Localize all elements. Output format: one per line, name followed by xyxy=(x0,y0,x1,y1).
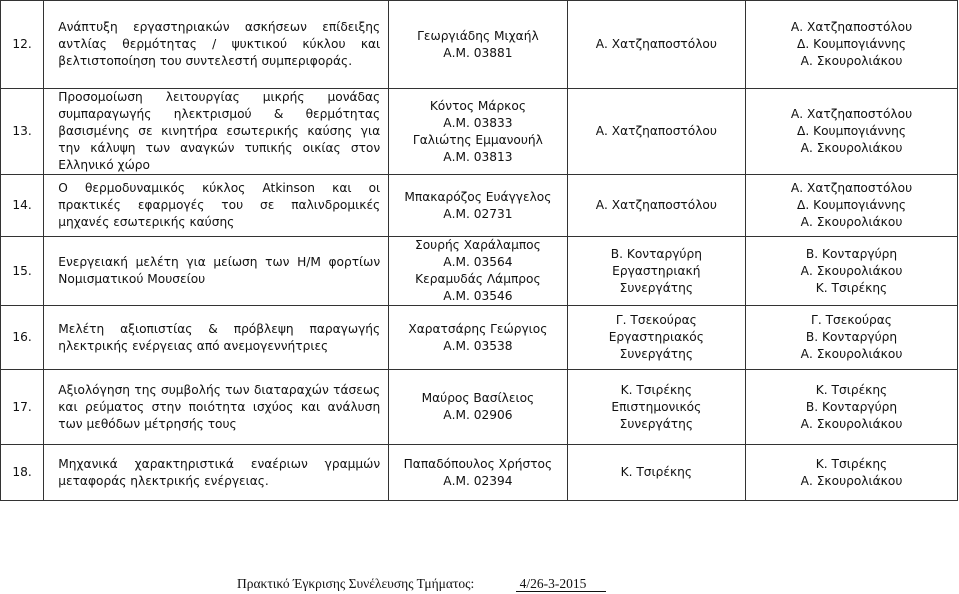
supervisor-line: Κ. Τσιρέκης xyxy=(620,382,693,397)
committee-member: Α. Χατζηαποστόλου xyxy=(790,20,913,34)
row-number: 14. xyxy=(1,175,44,237)
approval-reference: 4/26-3-2015 xyxy=(516,577,607,592)
supervisor-cell xyxy=(567,89,745,175)
committee-member: Α. Σκουρολιάκου xyxy=(800,215,903,229)
thesis-title: Μελέτη αξιοπιστίας & πρόβλεψη παραγωγής ηλεκτρικής ενέργειας από ανεμογεννήτριες xyxy=(44,306,389,370)
student-line: Σουρής Χαράλαμπος xyxy=(415,238,541,252)
student-cell xyxy=(389,370,567,445)
thesis-title: Αξιολόγηση της συμβολής των διαταραχών τάσεως και ρεύματος στην ποιότητα ισχύος και ανάλυση των μεθόδων μέτρησής τους xyxy=(44,370,389,445)
student-line: Παπαδόπουλος Χρήστος xyxy=(403,456,553,471)
committee-member: Δ. Κουμπογιάννης xyxy=(797,124,907,138)
supervisor-line: Εργαστηριακός xyxy=(608,330,704,344)
student-line: Α.Μ. 03538 xyxy=(443,338,513,353)
thesis-table-body xyxy=(1,1,958,501)
student-line: Α.Μ. 02906 xyxy=(443,408,513,422)
student-line: Χαρατσάρης Γεώργιος xyxy=(408,321,548,336)
committee-member: Α. Σκουρολιάκου xyxy=(800,347,903,361)
supervisor-line: Γ. Τσεκούρας xyxy=(615,313,697,327)
student-line: Α.Μ. 02394 xyxy=(443,473,513,488)
row-number: 17. xyxy=(1,370,44,445)
supervisor-line: Α. Χατζηαποστόλου xyxy=(595,124,717,138)
student-line: Κόντος Μάρκος xyxy=(429,98,526,113)
supervisor-cell xyxy=(567,445,745,501)
thesis-title: Προσομοίωση λειτουργίας μικρής μονάδας συμπαραγωγής ηλεκτρισμού & θερμότητας βασισμένης σε κινητήρα εσωτερικής καύσης για την κάλυψη των αναγκών τυπικής οικίας στον Ελληνικό χώρο xyxy=(44,89,389,175)
supervisor-cell xyxy=(567,1,745,89)
student-line: Α.Μ. 03546 xyxy=(443,289,513,303)
student-cell xyxy=(389,237,567,306)
committee-member: Κ. Τσιρέκης xyxy=(815,382,888,397)
thesis-title: Ανάπτυξη εργαστηριακών ασκήσεων επίδειξης αντλίας θερμότητας / ψυκτικού κύκλου και βελτιστοποίηση του συντελεστή συμπεριφοράς. xyxy=(44,1,389,89)
row-number: 13. xyxy=(1,89,44,175)
row-number: 12. xyxy=(1,1,44,89)
table-row xyxy=(1,306,958,370)
table-row xyxy=(1,445,958,501)
supervisor-line: Συνεργάτης xyxy=(619,280,693,295)
committee-member: Β. Κονταργύρη xyxy=(805,330,898,344)
student-line: Α.Μ. 03881 xyxy=(443,45,513,60)
thesis-title: Ενεργειακή μελέτη για μείωση των Η/Μ φορτίων Νομισματικού Μουσείου xyxy=(44,237,389,306)
row-number: 18. xyxy=(1,445,44,501)
student-line: Α.Μ. 03833 xyxy=(443,115,513,130)
committee-member: Α. Χατζηαποστόλου xyxy=(790,107,913,121)
committee-member: Γ. Τσεκούρας xyxy=(811,313,892,327)
committee-member: Β. Κονταργύρη xyxy=(805,246,898,261)
committee-cell xyxy=(746,175,958,237)
student-cell xyxy=(389,1,567,89)
table-row xyxy=(1,175,958,237)
supervisor-line: Α. Χατζηαποστόλου xyxy=(595,198,717,212)
row-number: 15. xyxy=(1,237,44,306)
student-cell xyxy=(389,306,567,370)
supervisor-line: Επιστημονικός xyxy=(611,399,702,414)
committee-cell xyxy=(746,1,958,89)
table-row xyxy=(1,89,958,175)
student-line: Α.Μ. 03813 xyxy=(443,149,513,164)
row-number: 16. xyxy=(1,306,44,370)
committee-member: Β. Κονταργύρη xyxy=(805,399,898,414)
table-row xyxy=(1,237,958,306)
supervisor-line: Κ. Τσιρέκης xyxy=(620,465,693,479)
student-line: Κεραμυδάς Λάμπρος xyxy=(415,272,541,286)
committee-member: Δ. Κουμπογιάννης xyxy=(797,198,907,212)
thesis-title: Ο θερμοδυναμικός κύκλος Atkinson και οι πρακτικές εφαρμογές του σε παλινδρομικές μηχανές εσωτερικής καύσης xyxy=(44,175,389,237)
approval-footer xyxy=(237,576,606,592)
committee-member: Κ. Τσιρέκης xyxy=(815,280,888,295)
committee-cell xyxy=(746,306,958,370)
approval-label: Πρακτικό Έγκρισης Συνέλευσης Τμήματος: xyxy=(237,576,475,591)
student-line: Γαλιώτης Εμμανουήλ xyxy=(412,132,543,147)
supervisor-cell xyxy=(567,237,745,306)
student-cell xyxy=(389,89,567,175)
supervisor-cell xyxy=(567,370,745,445)
committee-member: Α. Σκουρολιάκου xyxy=(800,473,903,488)
committee-member: Κ. Τσιρέκης xyxy=(815,456,888,471)
table-row xyxy=(1,370,958,445)
table-row xyxy=(1,1,958,89)
thesis-title: Μηχανικά χαρακτηριστικά εναέριων γραμμών μεταφοράς ηλεκτρικής ενέργειας. xyxy=(44,445,389,501)
supervisor-line: Β. Κονταργύρη xyxy=(610,246,702,261)
committee-cell xyxy=(746,237,958,306)
student-line: Μπακαρόζος Ευάγγελος xyxy=(404,189,552,204)
supervisor-line: Εργαστηριακή xyxy=(612,263,701,278)
supervisor-line: Συνεργάτης xyxy=(619,347,693,361)
committee-member: Α. Σκουρολιάκου xyxy=(800,54,903,68)
committee-cell xyxy=(746,89,958,175)
student-cell xyxy=(389,445,567,501)
committee-member: Α. Χατζηαποστόλου xyxy=(790,181,913,195)
committee-member: Α. Σκουρολιάκου xyxy=(800,141,903,155)
student-line: Α.Μ. 02731 xyxy=(443,206,513,221)
supervisor-line: Συνεργάτης xyxy=(619,416,693,431)
student-line: Μαύρος Βασίλειος xyxy=(421,391,535,405)
committee-cell xyxy=(746,370,958,445)
committee-member: Α. Σκουρολιάκου xyxy=(800,416,903,431)
supervisor-cell xyxy=(567,175,745,237)
committee-cell xyxy=(746,445,958,501)
supervisor-cell xyxy=(567,306,745,370)
committee-member: Δ. Κουμπογιάννης xyxy=(797,37,907,51)
student-cell xyxy=(389,175,567,237)
supervisor-line: Α. Χατζηαποστόλου xyxy=(595,37,717,51)
student-line: Α.Μ. 03564 xyxy=(443,255,513,269)
committee-member: Α. Σκουρολιάκου xyxy=(800,263,903,278)
student-line: Γεωργιάδης Μιχαήλ xyxy=(417,28,539,43)
